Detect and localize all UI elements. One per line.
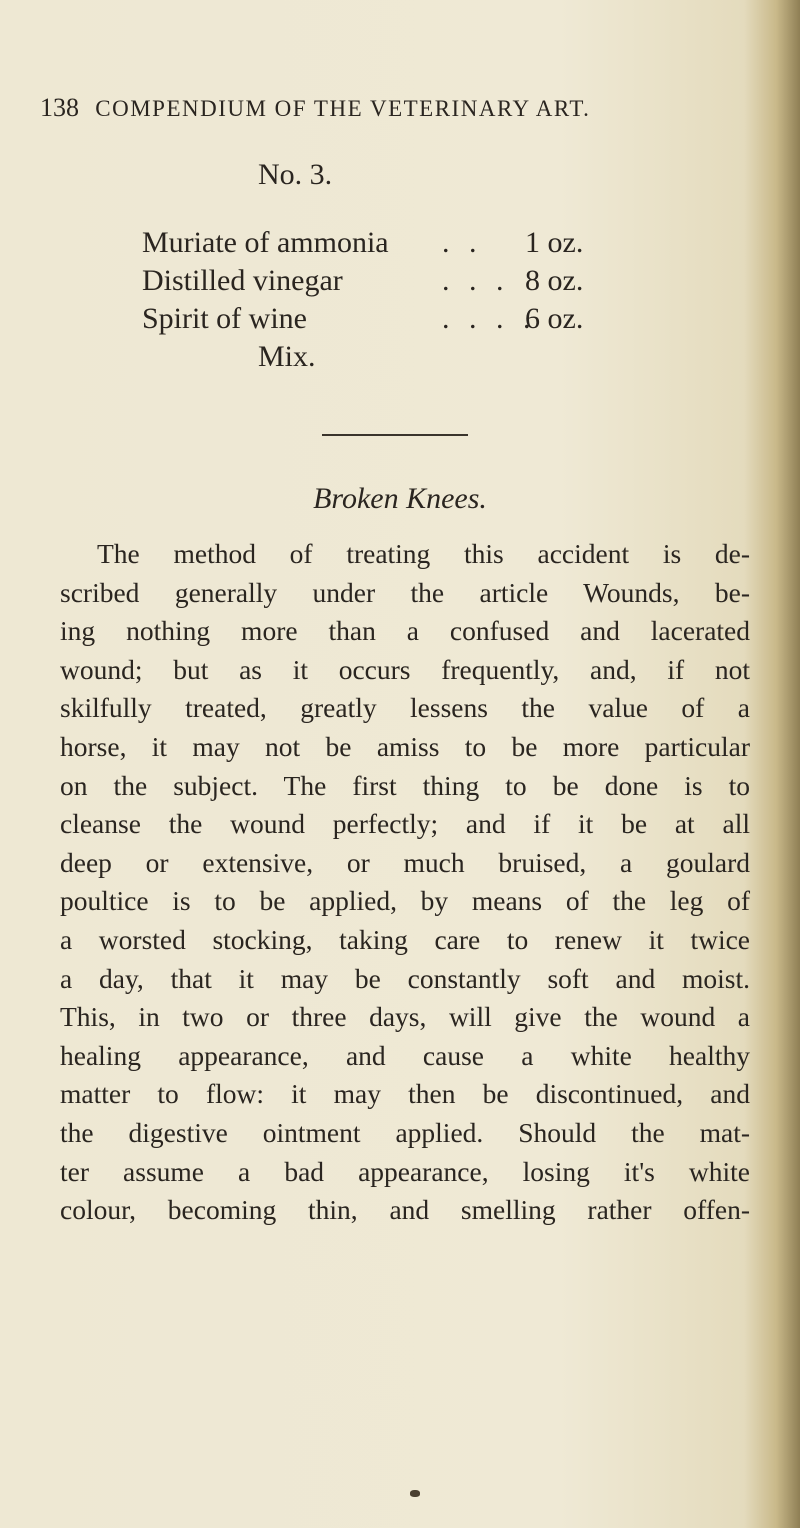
- text-line: scribed generally under the article Wounds, be-: [60, 576, 750, 608]
- text-line: matter to flow: it may then be discontinued, and: [60, 1078, 750, 1110]
- ingredient-name: Distilled vinegar: [142, 264, 343, 297]
- ingredient-quantity: 8 oz.: [525, 264, 584, 297]
- text-line: ter assume a bad appearance, losing it's white: [60, 1155, 750, 1187]
- text-line: on the subject. The first thing to be done is to: [60, 769, 750, 801]
- text-line: This, in two or three days, will give the wound a: [60, 1001, 750, 1033]
- text-line: healing appearance, and cause a white healthy: [60, 1039, 750, 1071]
- body-paragraph: [60, 535, 750, 1230]
- ingredient-quantity: 6 oz.: [525, 302, 584, 335]
- text-line: skilfully treated, greatly lessens the value of a: [60, 692, 750, 724]
- ingredient-row: [142, 302, 662, 342]
- page-header: [40, 93, 760, 123]
- ingredient-row: [142, 264, 662, 304]
- text-line: colour, becoming thin, and smelling rather offen-: [60, 1194, 750, 1226]
- text-line: the digestive ointment applied. Should the mat-: [60, 1116, 750, 1148]
- ink-blemish: [410, 1490, 420, 1497]
- text-line: cleanse the wound perfectly; and if it be at all: [60, 808, 750, 840]
- ingredient-quantity: 1 oz.: [525, 226, 584, 259]
- text-line: deep or extensive, or much bruised, a goulard: [60, 846, 750, 878]
- page-number: 138: [40, 93, 79, 122]
- text-line: ing nothing more than a confused and lacerated: [60, 615, 750, 647]
- text-line: horse, it may not be amiss to be more particular: [60, 730, 750, 762]
- text-line: poultice is to be applied, by means of the leg of: [60, 885, 750, 917]
- ingredient-name: Muriate of ammonia: [142, 226, 389, 259]
- text-line: The method of treating this accident is de-: [97, 538, 750, 569]
- ingredient-row: [142, 226, 662, 266]
- section-title: Broken Knees.: [313, 482, 487, 515]
- recipe-instruction: Mix.: [258, 340, 316, 373]
- leader-dots: . .: [442, 226, 483, 259]
- leader-dots: . . . .: [442, 302, 537, 335]
- text-line: wound; but as it occurs frequently, and, if not: [60, 653, 750, 685]
- recipe-number: No. 3.: [258, 158, 333, 191]
- leader-dots: . . .: [442, 264, 510, 297]
- text-line: a day, that it may be constantly soft and moist.: [60, 962, 750, 994]
- running-title: COMPENDIUM OF THE VETERINARY ART.: [95, 96, 591, 121]
- section-divider: [322, 434, 468, 436]
- ingredient-name: Spirit of wine: [142, 302, 307, 335]
- text-line: a worsted stocking, taking care to renew it twice: [60, 923, 750, 955]
